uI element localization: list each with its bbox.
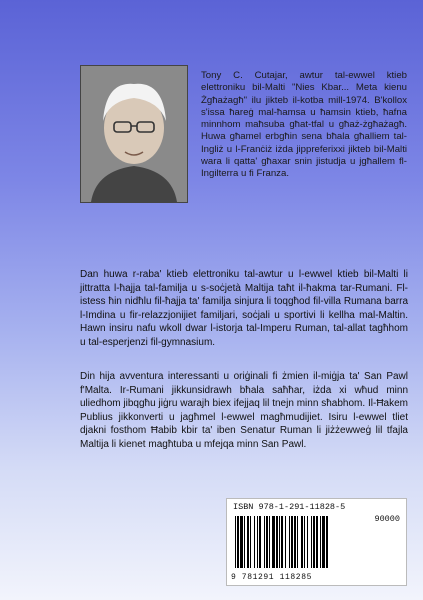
description-paragraph-2: Din hija avventura interessanti u oriġinali fi żmien il-miġja ta' San Pawl f'Malta. Ir-Rumani jikkunsidrawh bħala saħħar, iżda xi wħud minn uliedhom jibqgħu jiġru warajh biex ifejjaq lil tnejn minn sħabhom. Il-Ħakem Publius jikkonverti u jagħmel l-ewwel magħmudijiet. Isiru l-ewwel tliet djakni fosthom Ħabib kbir ta' iben Senatur Ruman li jiżżewweġ lil tfajla Maltija li kienet magħtuba u mfejqa minn San Pawl. (80, 371, 408, 450)
author-bio: Tony C. Cutajar, awtur tal-ewwel ktieb elettroniku bil-Malti "Nies Kbar... Meta kienu Żgħażagħ" ilu jikteb il-kotba mill-1974. B'kollox s'issa ħareġ mal-ħamsa u ħamsin ktieb, ħafna minnhom maħsuba għat-tfal u għaż-żgħażagħ. Huwa għamel erbgħin sena bħala għalliem tal-Ingliż u l-Franċiż iżda jippreferixxi jikteb bil-Malti wara li qatta' għaxar snin jistudja u jgħallem fl-Ingilterra u fi Franza. (201, 70, 407, 180)
author-portrait-image (81, 66, 187, 202)
isbn-label: ISBN 978-1-291-11828-5 (233, 502, 346, 512)
ean-digits: 9 781291 118285 (231, 573, 313, 582)
isbn-barcode (226, 498, 407, 586)
author-photo (80, 65, 188, 203)
barcode-bars (231, 512, 402, 574)
description-paragraph-1: Dan huwa r-raba' ktieb elettroniku tal-awtur u l-ewwel ktieb bil-Malti li jittratta l-ħajja tal-familja u s-soċjetà Maltija taħt il-ħakma tar-Rumani. Fl-istess ħin nidħlu fil-ħajja ta' familja sinjura li toqgħod fil-villa Rumana barra l-Imdina u fir-relazzjonijiet familjari, soċjali u sportivi li kellha mal-Maltin. Hawn insiru nafu wkoll dwar l-istorja tal-Imperu Ruman, tal-allat tagħhom u tal-esperjenzi fil-gymnasium. (80, 269, 408, 348)
price-code: 90000 (374, 514, 400, 524)
